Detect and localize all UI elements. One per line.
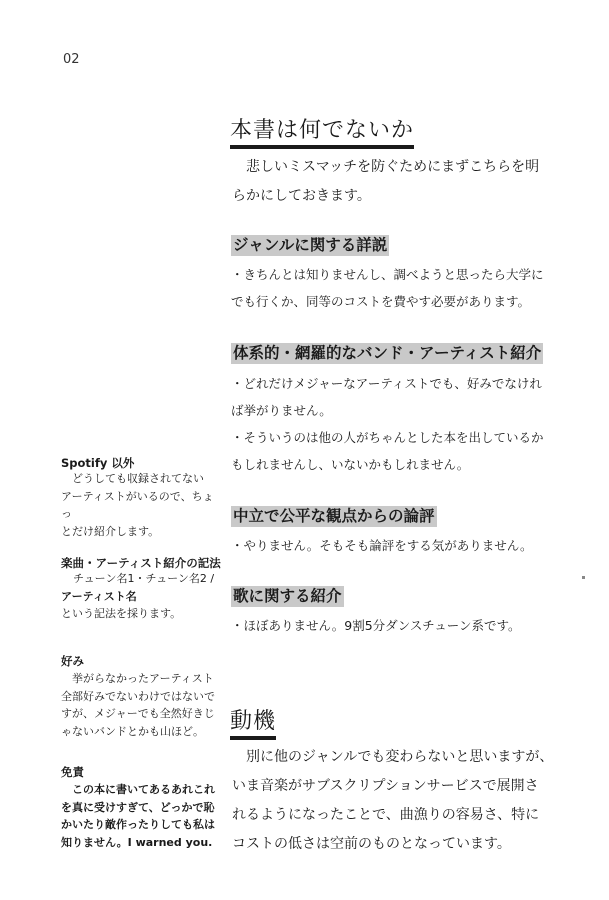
intro-line: 悲しいミスマッチを防ぐためにまずこちらを明 bbox=[232, 159, 540, 175]
sidenote-spotify-title: Spotify 以外 bbox=[61, 456, 135, 470]
section-line: ・きちんとは知りませんし、調べようと思ったら大学に bbox=[231, 267, 544, 282]
sidenote-line: 全部好みでないわけではないで bbox=[61, 689, 215, 703]
sidenote-line: ゃないバンドとかも山ほど。 bbox=[61, 724, 204, 738]
intro-paragraph bbox=[232, 153, 562, 211]
sidenote-line: この本に書いてあるあれこれ bbox=[61, 783, 215, 796]
sidenote-line: という記法を採ります。 bbox=[61, 607, 182, 620]
section-body-songs bbox=[231, 612, 566, 639]
motive-line: コストの低さは空前のものとなっています。 bbox=[232, 836, 511, 852]
section-heading-songs: 歌に関する紹介 bbox=[233, 587, 342, 605]
margin-mark bbox=[582, 576, 585, 579]
sidenote-line: どうしても収録されてない bbox=[61, 472, 204, 485]
motive-line: れるようになったことで、曲漁りの容易さ、特に bbox=[232, 807, 540, 823]
sidenote-spotify-body bbox=[61, 470, 221, 540]
sidenote-notation-title: 楽曲・アーティスト紹介の記法 bbox=[61, 556, 221, 570]
section-body-systematic bbox=[231, 370, 566, 478]
motive-line: いま音楽がサブスクリプションサービスで展開さ bbox=[232, 778, 539, 794]
sidenote-line: かいたり敵作ったりしても私は bbox=[61, 818, 215, 831]
sidenote-line: を真に受けすぎて、どっかで恥 bbox=[61, 800, 215, 814]
section-line: ・そういうのは他の人がちゃんとした本を出しているか bbox=[231, 430, 544, 445]
section-line: ・やりません。そもそも論評をする気がありません。 bbox=[231, 538, 533, 553]
sidenote-line: アーティストがいるので、ちょっ bbox=[61, 489, 214, 520]
sidenote-line: 知りません。I warned you. bbox=[61, 835, 213, 849]
sidenote-line: とだけ紹介します。 bbox=[61, 524, 160, 538]
sidenote-line-bold: アーティスト名 bbox=[61, 589, 137, 603]
sidenote-line: すが、メジャーでも全然好きじ bbox=[61, 707, 215, 720]
section-line: ・ほぼありません。9割5分ダンスチューン系です。 bbox=[231, 618, 521, 633]
section-line: ば挙がりません。 bbox=[231, 403, 332, 418]
intro-line: らかにしておきます。 bbox=[232, 188, 371, 204]
section-heading-systematic: 体系的・網羅的なバンド・アーティスト紹介 bbox=[233, 344, 542, 362]
page-title bbox=[230, 113, 414, 144]
sidenote-notation-body bbox=[61, 570, 221, 623]
sidenote-taste-title: 好み bbox=[61, 654, 84, 668]
section-line: もしれませんし、いないかもしれません。 bbox=[231, 457, 470, 472]
section-line: でも行くか、同等のコストを費やす必要があります。 bbox=[231, 294, 531, 309]
sidenote-taste-body bbox=[61, 670, 221, 740]
motive-line: 別に他のジャンルでも変わらないと思いますが、 bbox=[232, 749, 554, 765]
sidenote-disclaimer-title: 免責 bbox=[61, 765, 84, 779]
sidenote-disclaimer-body bbox=[61, 781, 221, 851]
sidenote-line: チューン名1・チューン名2 / bbox=[73, 572, 215, 585]
page-title-text: 本書は何でないか bbox=[230, 118, 414, 149]
section-body-review bbox=[231, 532, 566, 559]
motive-title-text: 動機 bbox=[230, 709, 276, 740]
motive-paragraph bbox=[232, 743, 577, 859]
section-heading-review: 中立で公平な観点からの論評 bbox=[233, 507, 435, 525]
page-number: 02 bbox=[63, 52, 80, 67]
sidenote-line: 挙がらなかったアーティスト bbox=[61, 672, 214, 685]
motive-title bbox=[230, 704, 276, 735]
section-line: ・どれだけメジャーなアーティストでも、好みでなけれ bbox=[231, 376, 542, 391]
section-body-genre bbox=[231, 261, 566, 315]
section-heading-genre: ジャンルに関する詳説 bbox=[233, 236, 388, 254]
